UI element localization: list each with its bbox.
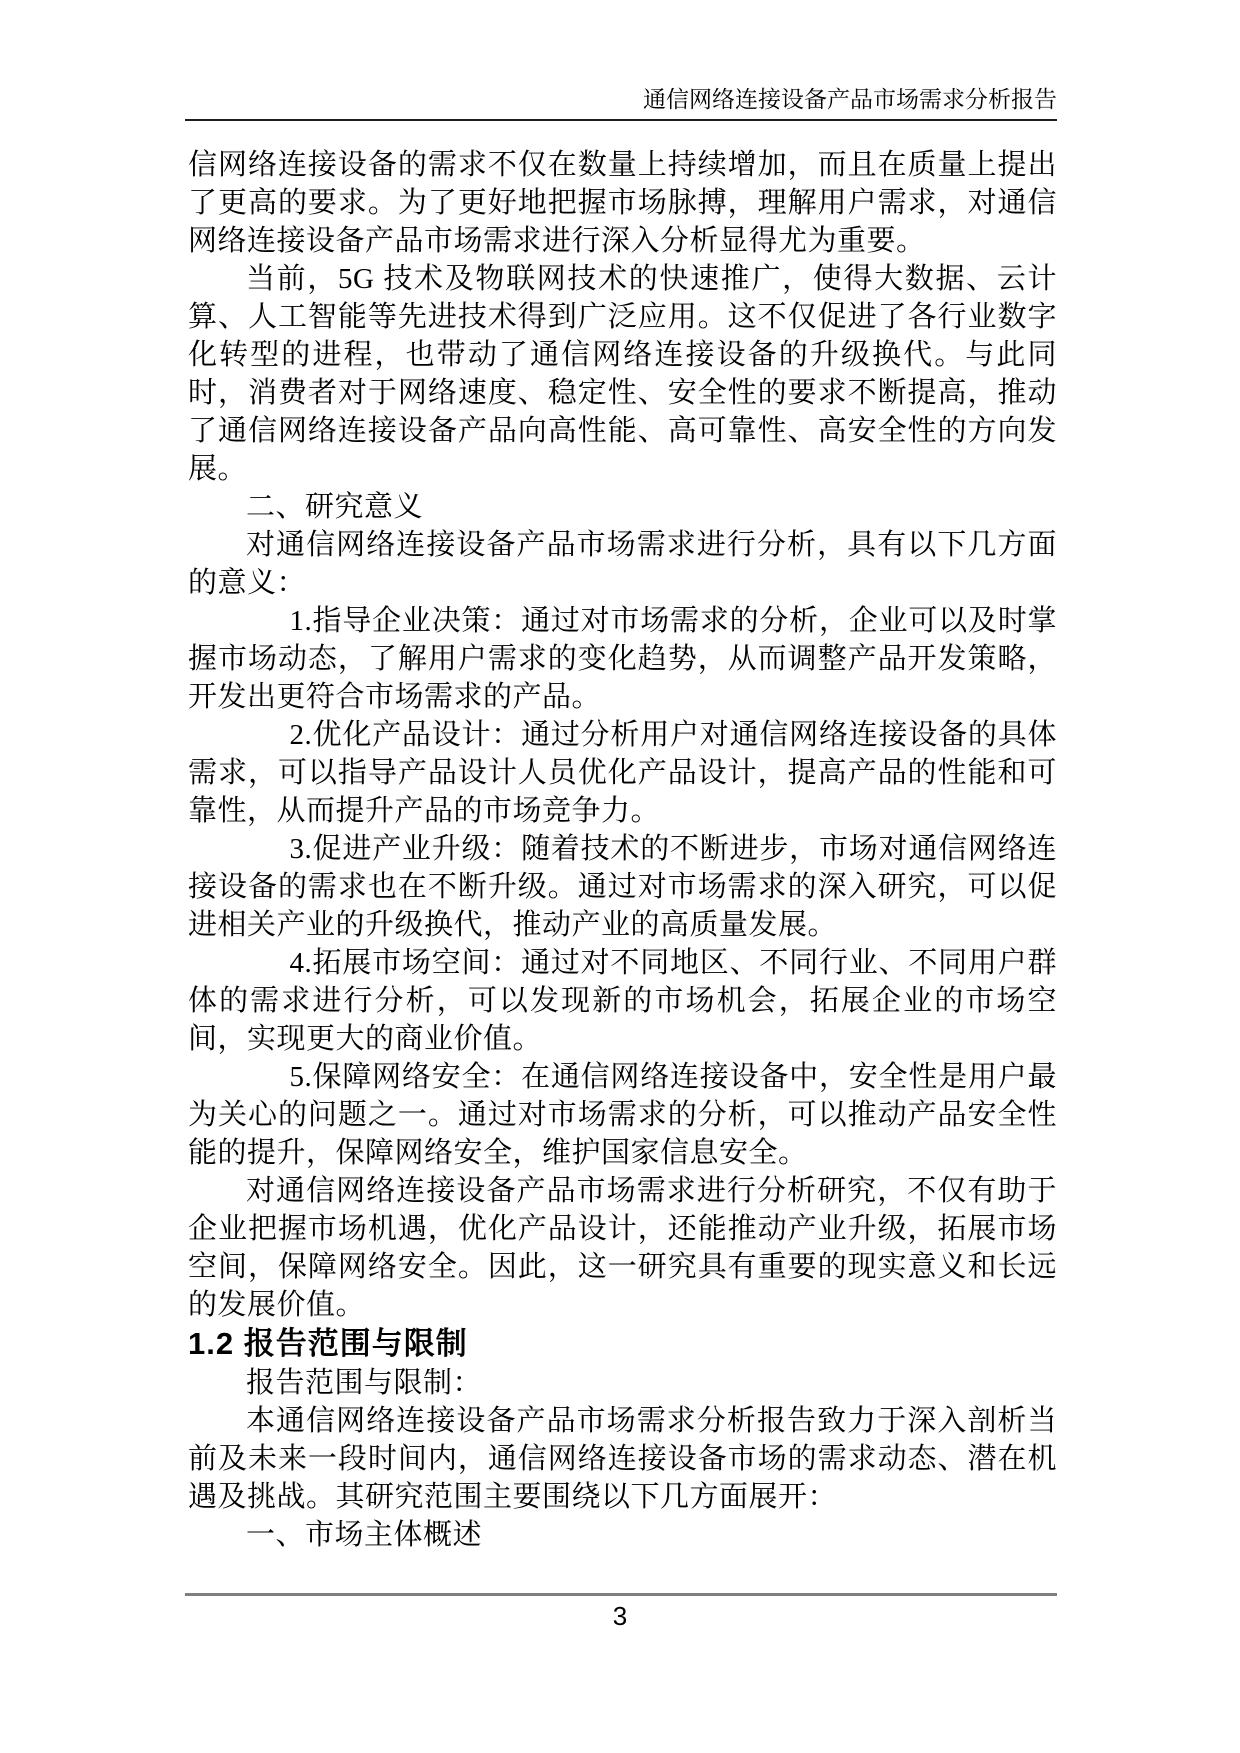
paragraph: 信网络连接设备的需求不仅在数量上持续增加，而且在质量上提出了更高的要求。为了更好地把握市场脉搏，理解用户需求，对通信网络连接设备产品市场需求进行深入分析显得尤为重要。 <box>188 149 1057 257</box>
page-number: 3 <box>612 1601 628 1631</box>
list-item-paragraph: 3.促进产业升级：随着技术的不断进步，市场对通信网络连接设备的需求也在不断升级。通过对市场需求的深入研究，可以促进相关产业的升级换代，推动产业的高质量发展。 <box>188 833 1057 941</box>
list-item-paragraph: 2.优化产品设计：通过分析用户对通信网络连接设备的具体需求，可以指导产品设计人员优化产品设计，提高产品的性能和可靠性，从而提升产品的市场竞争力。 <box>188 719 1057 827</box>
list-item-paragraph: 1.指导企业决策：通过对市场需求的分析，企业可以及时掌握市场动态，了解用户需求的变化趋势，从而调整产品开发策略，开发出更符合市场需求的产品。 <box>188 605 1057 713</box>
paragraph: 当前，5G 技术及物联网技术的快速推广，使得大数据、云计算、人工智能等先进技术得到广泛应用。这不仅促进了各行业数字化转型的进程，也带动了通信网络连接设备的升级换代。与此同时，消费者对于网络速度、稳定性、安全性的要求不断提高，推动了通信网络连接设备产品向高性能、高可靠性、高安全性的方向发展。 <box>188 263 1057 485</box>
page-header-title: 通信网络连接设备产品市场需求分析报告 <box>643 86 1057 112</box>
paragraph: 本通信网络连接设备产品市场需求分析报告致力于深入剖析当前及未来一段时间内，通信网络连接设备市场的需求动态、潜在机遇及挑战。其研究范围主要围绕以下几方面展开： <box>188 1405 1057 1513</box>
section-heading: 1.2 报告范围与限制 <box>188 1326 468 1361</box>
header-rule <box>185 119 1057 121</box>
paragraph: 一、市场主体概述 <box>246 1519 483 1551</box>
paragraph: 对通信网络连接设备产品市场需求进行分析研究，不仅有助于企业把握市场机遇，优化产品设计，还能推动产业升级，拓展市场空间，保障网络安全。因此，这一研究具有重要的现实意义和长远的发展价值。 <box>188 1175 1057 1321</box>
list-item-paragraph: 5.保障网络安全：在通信网络连接设备中，安全性是用户最为关心的问题之一。通过对市场需求的分析，可以推动产品安全性能的提升，保障网络安全，维护国家信息安全。 <box>188 1061 1057 1169</box>
document-body <box>188 146 1057 1554</box>
footer-rule <box>185 1593 1057 1596</box>
paragraph: 二、研究意义 <box>246 491 424 523</box>
paragraph: 报告范围与限制： <box>246 1367 483 1399</box>
list-item-paragraph: 4.拓展市场空间：通过对不同地区、不同行业、不同用户群体的需求进行分析，可以发现新的市场机会，拓展企业的市场空间，实现更大的商业价值。 <box>188 947 1057 1055</box>
paragraph: 对通信网络连接设备产品市场需求进行分析，具有以下几方面的意义： <box>188 529 1057 599</box>
